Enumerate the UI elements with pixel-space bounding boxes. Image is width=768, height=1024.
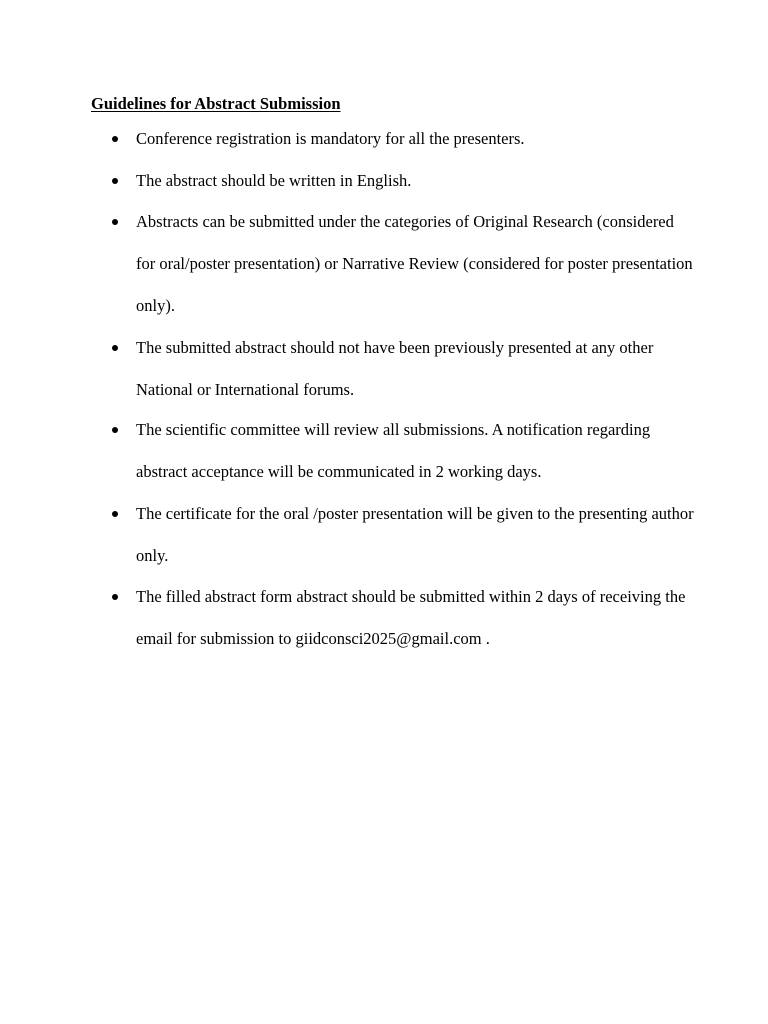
list-item-text: The filled abstract form abstract should be submitted within 2 days of receiving the email for submission to giidconsci2025@gmail.com . <box>136 587 686 648</box>
bullet-icon <box>112 427 118 433</box>
list-item-text: The certificate for the oral /poster presentation will be given to the presenting author only. <box>136 504 694 565</box>
bullet-icon <box>112 136 118 142</box>
bullet-icon <box>112 594 118 600</box>
bullet-icon <box>112 345 118 351</box>
page-title: Guidelines for Abstract Submission <box>91 94 341 113</box>
list-item-text: The submitted abstract should not have been previously presented at any other National or International forums. <box>136 338 654 399</box>
bullet-icon <box>112 219 118 225</box>
list-item-text: Abstracts can be submitted under the categories of Original Research (considered for oral/poster presentation) or Narrative Review (considered for poster presentation only). <box>136 212 693 315</box>
bullet-icon <box>112 178 118 184</box>
list-item-text: Conference registration is mandatory for all the presenters. <box>136 129 525 148</box>
list-item-text: The abstract should be written in English. <box>136 171 412 190</box>
bullet-icon <box>112 511 118 517</box>
list-item-text: The scientific committee will review all submissions. A notification regarding abstract acceptance will be communicated in 2 working days. <box>136 420 651 481</box>
